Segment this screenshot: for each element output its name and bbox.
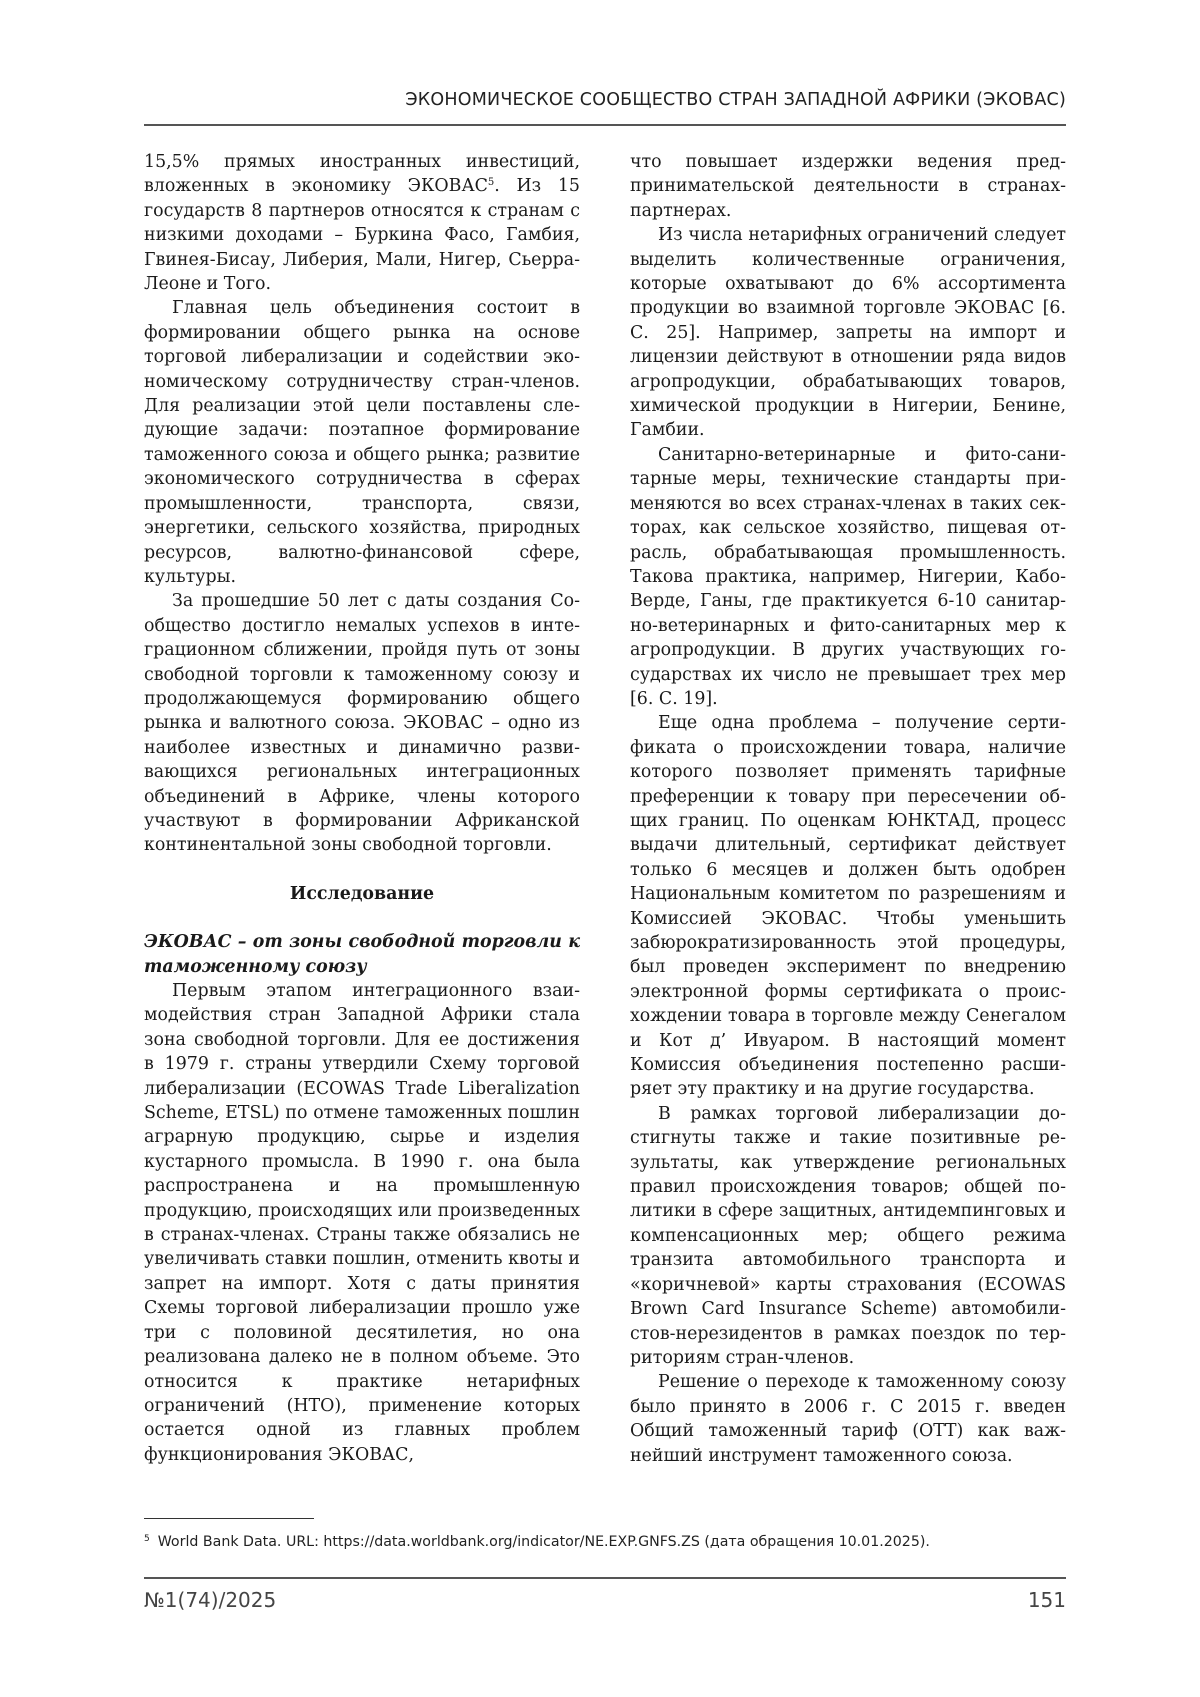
paragraph-text: 15,5% прямых иностранных инвестиций, вложенных в экономику ЭКОВАС (144, 152, 580, 197)
footnote-ref[interactable]: 5 (487, 177, 495, 189)
paragraph: что повышает издержки ведения предпринимательской деятельности в странах-партнерах. (630, 152, 1066, 221)
paragraph: Решение о переходе к таможенному союзу было принято в 2006 г. С 2015 г. введен Общий таможенный тариф (ОТТ) как важнейший инструмент таможенного союза. (630, 1372, 1066, 1466)
paragraph: Санитарно-ветеринарные и фито-санитарные меры, технические стандарты применяются во всех странах-членах в таких секторах, как сельское хозяйство, пищевая отрасль, обрабатывающая промышленность. Такова практика, например, Нигерии, Кабо-Верде, Ганы, где практикуется 6-10 санитарно-ветеринарных и фито-санитарных мер к агропродукции. В других участвующих государствах их число не превышает трех мер [6. С. 19]. (630, 444, 1066, 709)
paragraph: Главная цель объединения состоит в формировании общего рынка на основе торговой либерализации и содействии экономическому сотрудничеству стран-членов. Для реализации этой цели поставлены следующие задачи: поэтапное формирование таможенного союза и общего рынка; развитие экономического сотрудничества в сферах промышленности, транспорта, связи, энергетики, сельского хозяйства, природных ресурсов, валютно-финансовой сфере, культуры. (144, 298, 580, 587)
footnote (144, 1534, 1066, 1550)
footnote-marker: 5 (144, 1534, 150, 1544)
section-heading: Исследование (289, 883, 435, 904)
paragraph: В рамках торговой либерализации достигнуты также и такие позитивные результаты, как утверждение региональных правил происхождения товаров; общей политики в сфере защитных, антидемпинговых и компенсационных мер; общего режима транзита автомобильного транспорта и «коричневой» карты страхования (ECOWAS Brown Card Insurance Scheme) автомобилистов-нерезидентов в рамках поездок по территориям стран-членов. (630, 1103, 1066, 1368)
header-rule (144, 124, 1066, 126)
subsection-heading: ЭКОВАС – от зоны свободной торговли к таможенному союзу (144, 932, 580, 977)
footnote-text: World Bank Data. URL: https://data.worldbank.org/indicator/NE.EXP.GNFS.ZS (дата обращения 10.01.2025). (157, 1534, 930, 1550)
running-header-title: ЭКОНОМИЧЕСКОЕ СООБЩЕСТВО СТРАН ЗАПАДНОЙ АФРИКИ (ЭКОВАС) (405, 90, 1066, 110)
right-column (630, 150, 1066, 1468)
paragraph: Первым этапом интеграционного взаимодействия стран Западной Африки стала зона свободной торговли. Для ее достижения в 1979 г. страны утвердили Схему торговой либерализации (ECOWAS Trade Liberalization Scheme, ETSL) по отмене таможенных пошлин аграрную продукцию, сырье и изделия кустарного промысла. В 1990 г. она была распространена и на промышленную продукцию, происходящих или произведенных в странах-членах. Страны также обязались не увеличивать ставки пошлин, отменить квоты и запрет на импорт. Хотя с даты принятия Схемы торговой либерализации прошло уже три с половиной десятилетия, но она реализована далеко не в полном объеме. Это относится к практике нетарифных ограничений (НТО), применение которых остается одной из главных проблем функционирования ЭКОВАС, (144, 981, 580, 1465)
paragraph (144, 150, 580, 296)
paragraph-text: . Из 15 государств 8 партнеров относятся к странам с низкими доходами – Буркина Фасо, Гамбия, Гвинея-Бисау, Либерия, Мали, Нигер, Сьерра-Леоне и Того. (144, 176, 580, 295)
paragraph: Еще одна проблема – получение сертификата о происхождении товара, наличие которого позволяет применять тарифные преференции к товару при пересечении общих границ. По оценкам ЮНКТАД, процесс выдачи длительный, сертификат действует только 6 месяцев и должен быть одобрен Национальным комитетом по разрешениям и Комиссией ЭКОВАС. Чтобы уменьшить забюрократизированность этой процедуры, был проведен эксперимент по внедрению электронной формы сертификата о происхождении товара в торговле между Сенегалом и Кот д’ Ивуаром. В настоящий момент Комиссия объединения постепенно расширяет эту практику и на другие государства. (630, 713, 1066, 1100)
page-number: 151 (1027, 1588, 1066, 1612)
paragraph: За прошедшие 50 лет с даты создания Сообщество достигло немалых успехов в интеграционном сближении, пройдя путь от зоны свободной торговли к таможенному союзу и продолжающемуся формированию общего рынка и валютного союза. ЭКОВАС – одно из наиболее известных и динамично развивающихся региональных интеграционных объединений в Африке, члены которого участвуют в формировании Африканской континентальной зоны свободной торговли. (144, 591, 580, 856)
spacer (144, 858, 580, 882)
footer-rule (144, 1577, 1066, 1579)
issue-number: №1(74)/2025 (144, 1588, 277, 1612)
spacer (144, 906, 580, 930)
footnote-rule (144, 1518, 314, 1519)
paragraph: Из числа нетарифных ограничений следует выделить количественные ограничения, которые охватывают до 6% ассортимента продукции во взаимной торговле ЭКОВАС [6. С. 25]. Например, запреты на импорт и лицензии действуют в отношении ряда видов агропродукции, обрабатывающих товаров, химической продукции в Нигерии, Бенине, Гамбии. (630, 225, 1066, 441)
left-column (144, 150, 580, 1467)
